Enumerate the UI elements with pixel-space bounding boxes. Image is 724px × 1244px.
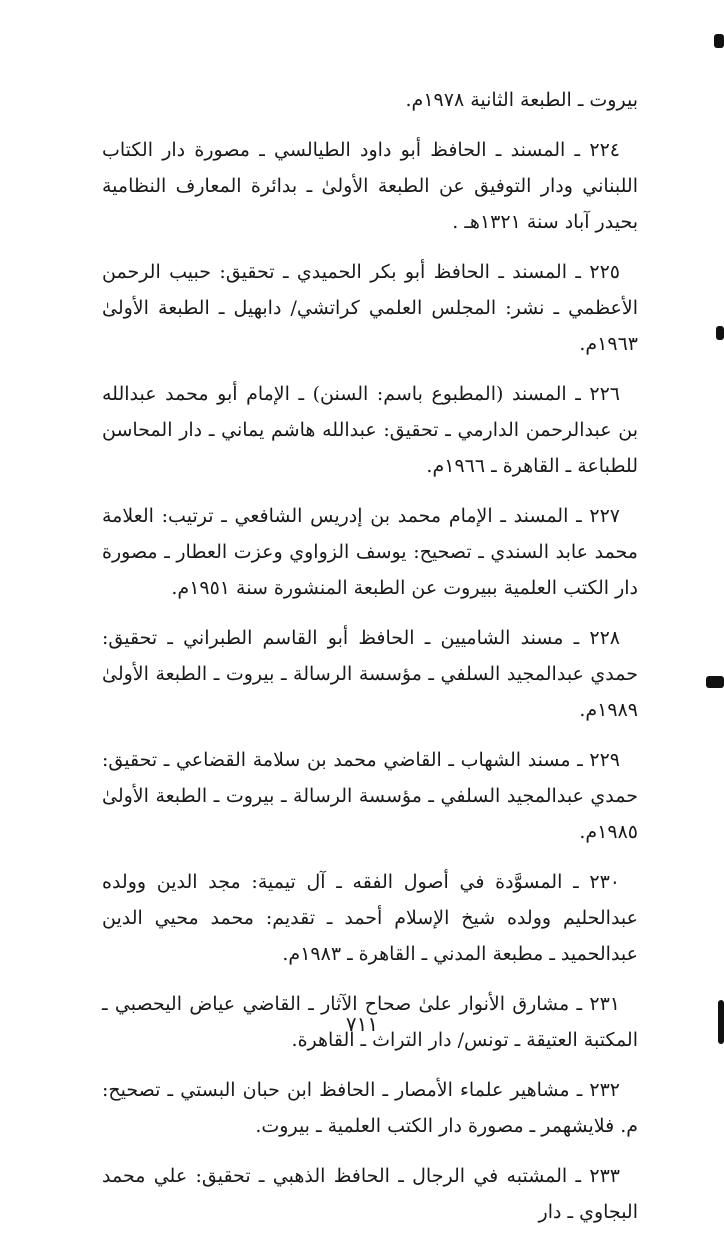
- bibliography-entry: ٢٣٣ ـ المشتبه في الرجال ـ الحافظ الذهبي ـ تحقيق: علي محمد البجاوي ـ دار: [102, 1165, 638, 1223]
- bibliography-entry: ٢٢٤ ـ المسند ـ الحافظ أبو داود الطيالسي ـ مصورة دار الكتاب اللبناني ودار التوفيق عن الطبعة الأولىٰ ـ بدائرة المعارف النظامية بحيدر آباد سنة ١٣٢١هـ .: [102, 139, 638, 233]
- bibliography-entry: ٢٢٨ ـ مسند الشاميين ـ الحافظ أبو القاسم الطبراني ـ تحقيق: حمدي عبدالمجيد السلفي ـ مؤسسة الرسالة ـ بيروت ـ الطبعة الأولىٰ ١٩٨٩م.: [102, 627, 638, 721]
- page-number: ٧١١: [345, 1012, 379, 1036]
- scan-edge-mark: [706, 676, 724, 688]
- bibliography-list: [102, 82, 638, 1244]
- bibliography-entry: ٢٣١ ـ مشارق الأنوار علىٰ صحاح الآثار ـ القاضي عياض اليحصبي ـ المكتبة العتيقة ـ تونس/ دار التراث ـ القاهرة.: [102, 993, 638, 1051]
- bibliography-entry: ٢٢٩ ـ مسند الشهاب ـ القاضي محمد بن سلامة القضاعي ـ تحقيق: حمدي عبدالمجيد السلفي ـ مؤسسة الرسالة ـ بيروت ـ الطبعة الأولىٰ ١٩٨٥م.: [102, 749, 638, 843]
- scan-edge-mark: [716, 326, 724, 340]
- continued-entry-line: بيروت ـ الطبعة الثانية ١٩٧٨م.: [405, 89, 638, 111]
- bibliography-entry: ٢٢٦ ـ المسند (المطبوع باسم: السنن) ـ الإمام أبو محمد عبدالله بن عبدالرحمن الدارمي ـ تحقيق: عبدالله هاشم يماني ـ دار المحاسن للطباعة ـ القاهرة ـ ١٩٦٦م.: [102, 383, 638, 477]
- bibliography-entry: ٢٢٧ ـ المسند ـ الإمام محمد بن إدريس الشافعي ـ ترتيب: العلامة محمد عابد السندي ـ تصحيح: يوسف الزواوي وعزت العطار ـ مصورة دار الكتب العلمية ببيروت عن الطبعة المنشورة سنة ١٩٥١م.: [102, 505, 638, 599]
- bibliography-entry: ٢٢٥ ـ المسند ـ الحافظ أبو بكر الحميدي ـ تحقيق: حبيب الرحمن الأعظمي ـ نشر: المجلس العلمي كراتشي/ دابهيل ـ الطبعة الأولىٰ ١٩٦٣م.: [102, 261, 638, 355]
- scan-edge-mark: [714, 34, 724, 48]
- bibliography-entry: ٢٣٢ ـ مشاهير علماء الأمصار ـ الحافظ ابن حبان البستي ـ تصحيح: م. فلايشهمر ـ مصورة دار الكتب العلمية ـ بيروت.: [102, 1079, 638, 1137]
- bibliography-entry: ٢٣٠ ـ المسوَّدة في أصول الفقه ـ آل تيمية: مجد الدين وولده عبدالحليم وولده شيخ الإسلام أحمد ـ تقديم: محمد محيي الدين عبدالحميد ـ مطبعة المدني ـ القاهرة ـ ١٩٨٣م.: [102, 871, 638, 965]
